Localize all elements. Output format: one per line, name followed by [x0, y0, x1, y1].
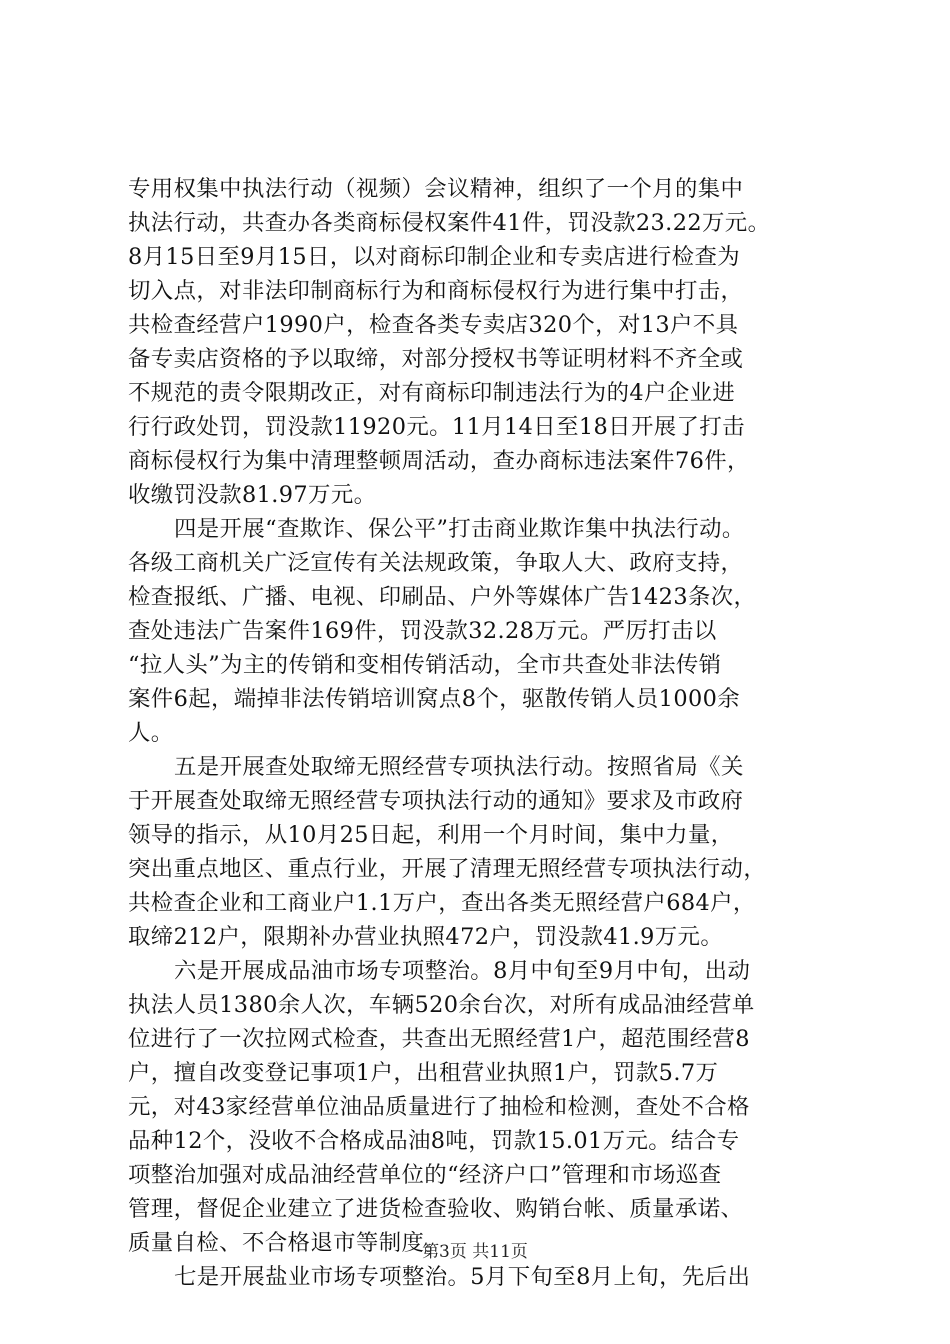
text-line: 不规范的责令限期改正，对有商标印制违法行为的4户企业进	[128, 380, 736, 406]
text-line: 收缴罚没款81.97万元。	[128, 482, 377, 508]
text-line: 行行政处罚，罚没款11920元。11月14日至18日开展了打击	[128, 414, 745, 440]
paragraph-start-line: 六是开展成品油市场专项整治。8月中旬至9月中旬，出动	[174, 958, 751, 984]
paragraph-start-line: 五是开展查处取缔无照经营专项执法行动。按照省局《关	[174, 754, 744, 780]
text-line: 查处违法广告案件169件，罚没款32.28万元。严厉打击以	[128, 618, 717, 644]
text-line: 元，对43家经营单位油品质量进行了抽检和检测，查处不合格	[128, 1094, 750, 1120]
text-line: “拉人头”为主的传销和变相传销活动，全市共查处非法传销	[128, 652, 722, 678]
text-line: 执法人员1380余人次，车辆520余台次，对所有成品油经营单	[128, 992, 755, 1018]
page-number-footer: 第3页 共11页	[422, 1242, 528, 1262]
document-body	[128, 172, 828, 1294]
text-line: 质量自检、不合格退市等制度。	[128, 1230, 448, 1256]
text-line: 各级工商机关广泛宣传有关法规政策，争取人大、政府支持，	[128, 550, 744, 576]
paragraph-start-line: 七是开展盐业市场专项整治。5月下旬至8月上旬，先后出	[174, 1264, 751, 1290]
text-line: 检查报纸、广播、电视、印刷品、户外等媒体广告1423条次，	[128, 584, 757, 610]
text-line: 备专卖店资格的予以取缔，对部分授权书等证明材料不齐全或	[128, 346, 744, 372]
text-line: 8月15日至9月15日，以对商标印制企业和专卖店进行检查为	[128, 244, 741, 270]
text-line: 商标侵权行为集中清理整顿周活动，查办商标违法案件76件，	[128, 448, 750, 474]
text-line: 取缔212户，限期补办营业执照472户，罚没款41.9万元。	[128, 924, 724, 950]
text-line: 户，擅自改变登记事项1户，出租营业执照1户，罚款5.7万	[128, 1060, 719, 1086]
text-line: 领导的指示，从10月25日起，利用一个月时间，集中力量，	[128, 822, 734, 848]
text-line: 案件6起，端掉非法传销培训窝点8个，驱散传销人员1000余	[128, 686, 741, 712]
text-line: 管理，督促企业建立了进货检查验收、购销台帐、质量承诺、	[128, 1196, 744, 1222]
text-line: 共检查企业和工商业户1.1万户，查出各类无照经营户684户，	[128, 890, 756, 916]
text-line: 突出重点地区、重点行业，开展了清理无照经营专项执法行动，	[128, 856, 767, 882]
text-line: 位进行了一次拉网式检查，共查出无照经营1户，超范围经营8	[128, 1026, 750, 1052]
text-line: 项整治加强对成品油经营单位的“经济户口”管理和市场巡查	[128, 1162, 722, 1188]
text-line: 于开展查处取缔无照经营专项执法行动的通知》要求及市政府	[128, 788, 744, 814]
text-line: 品种12个，没收不合格成品油8吨，罚款15.01万元。结合专	[128, 1128, 740, 1154]
text-line: 切入点，对非法印制商标行为和商标侵权行为进行集中打击，	[128, 278, 744, 304]
text-line: 专用权集中执法行动（视频）会议精神，组织了一个月的集中	[128, 176, 744, 202]
text-line: 人。	[128, 720, 174, 746]
text-line: 执法行动，共查办各类商标侵权案件41件，罚没款23.22万元。	[128, 210, 771, 236]
paragraph-start-line: 四是开展“查欺诈、保公平”打击商业欺诈集中执法行动。	[174, 516, 745, 542]
text-line: 共检查经营户1990户，检查各类专卖店320个，对13户不具	[128, 312, 739, 338]
